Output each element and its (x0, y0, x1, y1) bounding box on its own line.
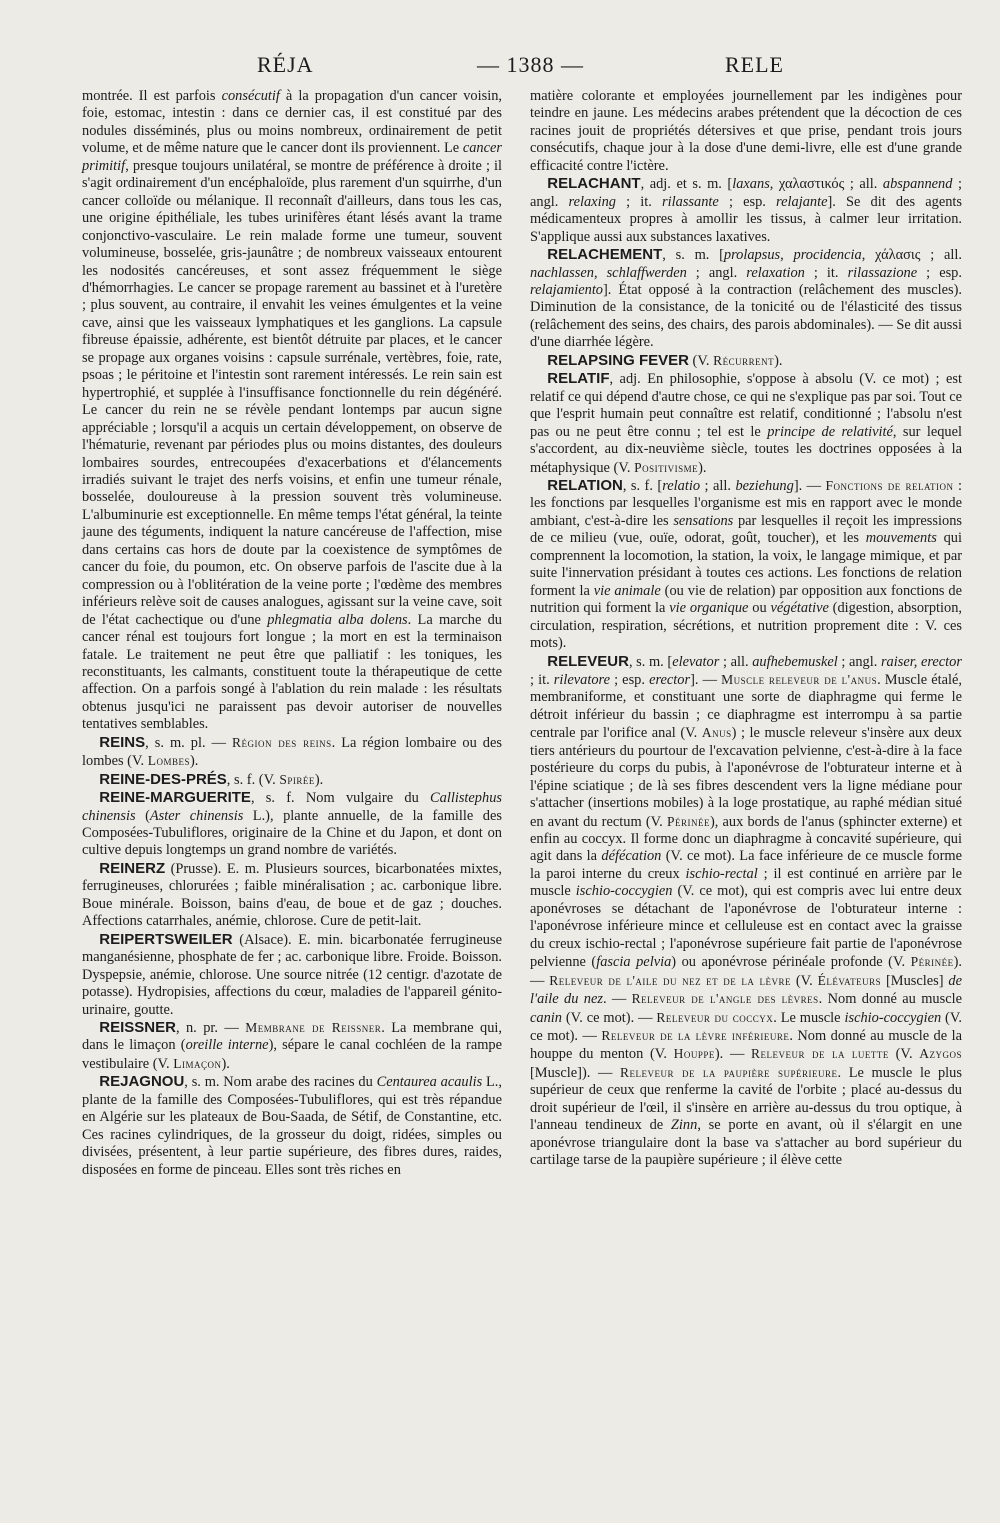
page-number: — 1388 — (477, 52, 584, 77)
header-left-guide-word: RÉJA (257, 52, 314, 77)
continued-text: montrée. Il est parfois consécutif à la propagation d'un cancer voisin, foie, estomac, intestin : dans ce dernier cas, il est constitué par des nodules disséminés, plus ou moins nombreux, ordinairement de petit volume, et de même nature que le cancer dont ils proviennent. Le cancer primitif, presque toujours unilatéral, se montre de préférence à droite ; il s'agit ordinairement d'un encéphaloïde, plus rarement d'un squirrhe, d'un cancer colloïde ou mélanique. Il reconnaît d'ailleurs, dans tous les cas, une origine épithéliale, les tubes urinifères étant lésés avant la trame conjonctivo-vasculaire. Le rein malade forme une tumeur, souvent volumineuse, bosselée, gris-jaunâtre ; de nombreux vaisseaux entourent les nodosités cancéreuses, et sont assez fréquemment le siège d'hémorrhagies. Le cancer se propage rarement au bassinet et à l'uretère ; plus souvent, au contraire, il envahit les veines émulgentes et la veine cave, ainsi que les vaisseaux lymphatiques et les ganglions. La capsule fibreuse épaissie, adhérente, est bientôt détruite par places, et le cancer se propage aux organes voisins : capsule surrénale, vertèbres, foie, rate, psoas ; le péritoine et l'intestin sont rarement intéressés. Le rein sain est hypertrophié, et supplée à l'insuffisance fonctionnelle du rein dégénéré. Le cancer du rein ne se révèle pendant lontemps par aucun signe appréciable ; lorsqu'il a acquis un certain développement, on observe de l'hématurie, revenant par périodes plus ou moins distantes, des douleurs lombaires sourdes, entrecoupées d'exacerbations et d'élancements irradiés suivant le trajet des nerfs voisins, et enfin une tumeur rénale, bosselée, douloureuse à la pression souvent très volumineuse. L'albuminurie est exceptionnelle. En même temps l'état général, la teinte jaune des téguments, indiquent la nature cancéreuse de l'affection, mise dans certains cas hors de doute par la coexistence de symptômes de cancer du foie, du poumon, etc. On observe parfois de l'ascite due à la compression ou à l'oblitération de la veine porte ; l'œdème des membres inférieurs relève soit de causes analogues, agissant sur la veine cave, soit de l'état cachectique ou d'une phlegmatia alba dolens. La marche du cancer rénal est toujours fort longue ; la mort en est la terminaison fatale. Le traitement ne peut être que palliatif : les toniques, les reconstituants, les calmants, constituent toute la thérapeutique de cette affection. On a parfois songé à l'ablation du rein malade : les résultats obtenus jusqu'ici ne paraissent pas devoir autoriser de nouvelles tentatives semblables. (82, 88, 503, 733)
header-right-guide-word: RELE (725, 52, 784, 77)
entry-reissner: REISSNER, n. pr. — Membrane de Reissner. La membrane qui, dans le limaçon (oreille interne), sépare le canal cochléen de la rampe vestibulaire (V. Limaçon). (82, 1019, 503, 1072)
entry-reine-marguerite: REINE-MARGUERITE, s. f. Nom vulgaire du Callistephus chinensis (Aster chinensis L.), plante annuelle, de la famille des Composées-Tubuliflores, originaire de la Chine et du Japon, et dont on cultive depuis longtemps un grand nombre de variétés. (82, 789, 502, 859)
continued-text: matière colorante et employées journellement par les indigènes pour teindre en jaune. Les médecins arabes prétendent que la décoction de ces racines jouit de propriétés détersives et que prise, pendant trois jours consécutifs, chaque jour à la dose d'une demi-livre, elle est d'une grande efficacité contre l'ictère. (530, 88, 962, 174)
left-column (82, 88, 502, 1179)
right-column (530, 88, 962, 1170)
entry-rejagnou: REJAGNOU, s. m. Nom arabe des racines du Centaurea acaulis L., plante de la famille des Composées-Tubuliflores, qui est très répandue en Algérie sur les plateaux de Bou-Saada, de Sétif, de Constantine, etc. Ces racines cylindriques, de la grosseur du doigt, ridées, simples ou divisées, présentent, à leur partie supérieure, des fibres dures, raides, disposées en forme de pinceau. Elles sont très riches en (82, 1073, 502, 1178)
entry-relation: RELATION, s. f. [relatio ; all. beziehung]. — Fonctions de relation : les fonctions par lesquelles l'organisme est mis en rapport avec le monde ambiant, c'est-à-dire les sensations par lesquelles il reçoit les impressions de ce milieu (vue, ouïe, odorat, goût, toucher), et les mouvements qui comprennent la locomotion, la station, la voix, le langage mimique, et par suite l'innervation présidant à toutes ces actions. Les fonctions de relation forment la vie animale (ou vie de relation) par opposition aux fonctions de nutrition qui forment la vie organique ou végétative (digestion, absorption, circulation, respiration, sécrétions, et nutrition proprement dite : V. ces mots). (530, 476, 963, 652)
entry-reins: REINS, s. m. pl. — Région des reins. La région lombaire ou des lombes (V. Lombes). (82, 733, 502, 770)
entry-relapsing: RELAPSING FEVER (V. Récurrent). (547, 351, 783, 369)
entry-relatif: RELATIF, adj. En philosophie, s'oppose à absolu (V. ce mot) ; est relatif ce qui dépend d'autre chose, ce qui ne s'explique pas par soi. Tout ce que l'esprit humain peut connaître est relatif, conditionné ; l'absolu n'est pas ou ne peut être connu ; tel est le principe de relativité, sur lequel s'accordent, au dix-neuvième siècle, toutes les doctrines opposées à la métaphysique (V. Positivisme). (530, 370, 963, 476)
entry-reipertsweiler: REIPERTSWEILER (Alsace). E. min. bicarbonatée ferrugineuse manganésienne, phosphate de fer ; ac. carbonique libre. Froide. Boisson. Dyspepsie, anémie, chlorose. Une source nitrée (12 centigr. d'azotate de potasse). Hydropisies, affections du cœur, maladies de l'appareil génito-urinaire, goutte. (82, 930, 502, 1018)
entry-reinerz: REINERZ (Prusse). E. m. Plusieurs sources, bicarbonatées mixtes, ferrugineuses, chlorurées ; faible minéralisation ; ac. carbonique libre. Boue minérale. Boisson, bains d'eau, de boue et de gaz ; douches. Affections catarrhales, anémie, chlorose. Cure de petit-lait. (82, 859, 502, 930)
entry-reine-des-pres: REINE-DES-PRÉS, s. f. (V. Spirée). (99, 770, 324, 788)
entry-relachement: RELACHEMENT, s. m. [prolapsus, procidencia, χάλασις ; all. nachlassen, schlaffwerden ; angl. relaxation ; it. rilassazione ; esp. relajamiento]. État opposé à la contraction (relâchement des muscles). Diminution de la consistance, de la tonicité ou de l'élasticité des tissus (relâchement des seins, des chairs, des parois abdominales). — Se dit aussi d'une diarrhée légère. (530, 246, 962, 351)
entry-relachant: RELACHANT, adj. et s. m. [laxans, χαλαστικός ; all. abspannend ; angl. relaxing ; it. rilassante ; esp. relajante]. Se dit des agents médicamenteux propres à amollir les tissus, à calmer leur irritation. S'applique aussi aux substances laxatives. (530, 175, 962, 245)
entry-releveur: RELEVEUR, s. m. [elevator ; all. aufhebemuskel ; angl. raiser, erector ; it. rilevatore ; esp. erector]. — Muscle releveur de l'anus. Muscle étalé, membraniforme, et constituant une sorte de diaphragme qui ferme le détroit inférieur du bassin ; ce diaphragme est interrompu à sa partie centrale par l'orifice anal (V. Anus) ; le muscle releveur s'insère aux deux tiers antérieurs du pourtour de l'excavation pelvienne, c'est-à-dire à la face postérieure du corps du pubis, à l'aponévrose de l'obturateur interne et à l'épine sciatique ; de là ses fibres descendent vers la ligne médiane pour s'attacher (insertions mobiles) à la loge prostatique, au raphé médian situé en avant du rectum (V. Périnée), aux bords de l'anus (sphincter externe) et enfin au coccyx. Il forme donc un diaphragme à concavité supérieure, qui agit dans la défécation (V. ce mot). La face inférieure de ce muscle forme la paroi interne du creux ischio-rectal ; il est continué en arrière par le muscle ischio-coccygien (V. ce mot), qui est compris avec lui entre deux aponévroses se détachant de l'aponévrose de l'obturateur interne : l'aponévrose inférieure mince et celluleuse est en contact avec la graisse du creux ischio-rectal ; l'aponévrose supérieure fait partie de l'aponévrose pelvienne (fascia pelvia) ou aponévrose périnéale profonde (V. Périnée). — Releveur de l'aile du nez et de la lèvre (V. Élévateurs [Muscles] de l'aile du nez. — Releveur de l'angle des lèvres. Nom donné au muscle canin (V. ce mot). — Releveur du coccyx. Le muscle ischio-coccygien (V. ce mot). — Releveur de la lèvre inférieure. Nom donné au muscle de la houppe du menton (V. Houppe). — Releveur de la luette (V. Azygos [Muscle]). — Releveur de la paupière supérieure. Le muscle le plus supérieur de ceux que renferme la cavité de l'orbite ; placé au-dessus du droit supérieur de l'œil, il s'insère en arrière au-dessus du trou optique, à l'anneau tendineux de Zinn, se porte en avant, où il s'élargit en une aponévrose triangulaire dont la base va s'attacher au bord supérieur du cartilage tarse de la paupière supérieure ; il élève cette (530, 652, 963, 1169)
running-header (82, 52, 960, 86)
